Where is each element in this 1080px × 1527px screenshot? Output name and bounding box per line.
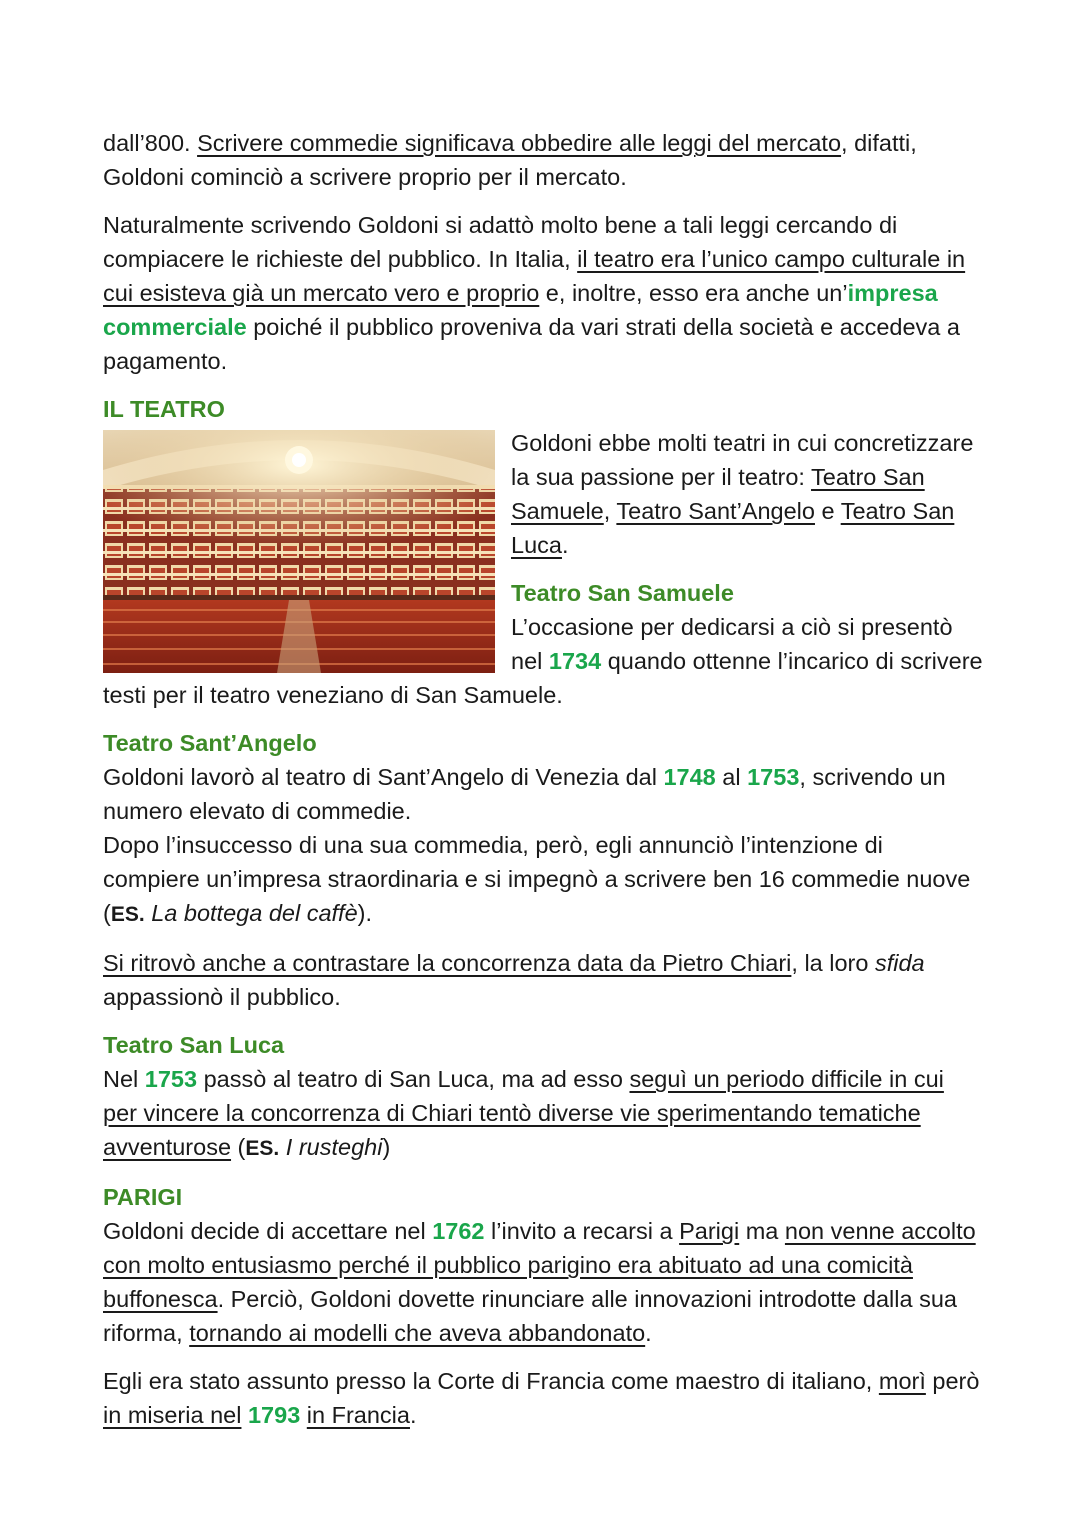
underlined-text: seguì un periodo difficile in cui per vincere la concorrenza di Chiari tentò diverse vie sperimentando tematiche avventurose bbox=[103, 1066, 944, 1160]
heading-san-luca: Teatro San Luca bbox=[103, 1032, 285, 1058]
heading-sant-angelo: Teatro Sant’Angelo bbox=[103, 730, 317, 756]
work-title: I rusteghi bbox=[285, 1134, 383, 1160]
work-title: La bottega del caffè bbox=[151, 900, 358, 926]
underlined-text: non venne accolto con molto entusiasmo perché il pubblico parigino era abituato ad una comicità buffonesca bbox=[103, 1218, 976, 1312]
document-page bbox=[103, 126, 983, 1446]
underlined-text: Scrivere commedie significava obbedire alle leggi del mercato bbox=[197, 130, 842, 156]
highlight-year: 1793 bbox=[247, 1402, 301, 1428]
sant-angelo-paragraph-3: Si ritrovò anche a contrastare la concorrenza data da Pietro Chiari, la loro sfida appassionò il pubblico. bbox=[103, 950, 925, 1010]
example-label: ES. bbox=[245, 1137, 280, 1160]
theater-link-san-luca: Teatro San Luca bbox=[511, 498, 955, 558]
underlined-text: Si ritrovò anche a contrastare la concorrenza data da Pietro Chiari bbox=[103, 950, 792, 976]
parigi-paragraph-2: Egli era stato assunto presso la Corte di Francia come maestro di italiano, morì però in miseria nel 1793 in Francia. bbox=[103, 1368, 980, 1428]
heading-san-samuele: Teatro San Samuele bbox=[511, 580, 734, 606]
theater-link-san-samuele: Teatro San Samuele bbox=[511, 464, 925, 524]
highlight-year: 1753 bbox=[747, 764, 800, 790]
example-label: ES. bbox=[110, 903, 145, 926]
underlined-text: morì bbox=[878, 1368, 926, 1394]
sant-angelo-paragraph-1: Goldoni lavorò al teatro di Sant’Angelo di Venezia dal 1748 al 1753, scrivendo un numero elevato di commedie. bbox=[103, 764, 946, 824]
parigi-paragraph-1: Goldoni decide di accettare nel 1762 l’invito a recarsi a Parigi ma non venne accolto con molto entusiasmo perché il pubblico parigino era abituato ad una comicità buffonesca. Perciò, Goldoni dovette rinunciare alle innovazioni introdotte dalla sua riforma, tornando ai modelli che aveva abbandonato. bbox=[103, 1218, 976, 1346]
underlined-text: tornando ai modelli che aveva abbandonato bbox=[189, 1320, 646, 1346]
underlined-text: Parigi bbox=[679, 1218, 740, 1244]
intro-paragraph-2: Naturalmente scrivendo Goldoni si adattò molto bene a tali leggi cercando di compiacere le richieste del pubblico. In Italia, il teatro era l’unico campo culturale in cui esisteva già un mercato vero e proprio e, inoltre, esso era anche un’impresa commerciale poiché il pubblico proveniva da vari strati della società e accedeva a pagamento. bbox=[103, 212, 966, 374]
san-luca-paragraph: Nel 1753 passò al teatro di San Luca, ma ad esso seguì un periodo difficile in cui per vincere la concorrenza di Chiari tentò diverse vie sperimentando tematiche avventurose (ES. I rusteghi) bbox=[103, 1066, 944, 1160]
heading-il-teatro: IL TEATRO bbox=[103, 396, 225, 422]
highlight-year: 1734 bbox=[548, 648, 602, 674]
sant-angelo-paragraph-2: Dopo l’insuccesso di una sua commedia, però, egli annunciò l’intenzione di compiere un’impresa straordinaria e si impegnò a scrivere ben 16 commedie nuove (ES. La bottega del caffè). bbox=[103, 832, 971, 926]
intro-paragraph-1: dall’800. Scrivere commedie significava obbedire alle leggi del mercato, difatti, Goldoni cominciò a scrivere proprio per il mercato. bbox=[103, 130, 917, 190]
heading-parigi: PARIGI bbox=[103, 1184, 183, 1210]
highlight-year: 1753 bbox=[144, 1066, 198, 1092]
underlined-text: in miseria nel bbox=[103, 1402, 242, 1428]
theater-interior-image bbox=[103, 430, 495, 673]
theater-interior-illustration bbox=[103, 430, 495, 673]
underlined-text: in Francia bbox=[306, 1402, 410, 1428]
underlined-text: il teatro era l’unico campo culturale in cui esisteva già un mercato vero e proprio bbox=[103, 246, 966, 306]
san-samuele-paragraph: L’occasione per dedicarsi a ciò si presentò nel 1734 quando ottenne l’incarico di scrivere testi per il teatro veneziano di San Samuele. bbox=[103, 614, 983, 708]
highlight-text: impresa commerciale bbox=[103, 280, 938, 340]
theater-link-sant-angelo: Teatro Sant’Angelo bbox=[616, 498, 815, 524]
highlight-year: 1762 bbox=[432, 1218, 485, 1244]
teatro-paragraph: Goldoni ebbe molti teatri in cui concretizzare la sua passione per il teatro: Teatro San Samuele, Teatro Sant’Angelo e Teatro San Luca. bbox=[511, 430, 974, 558]
highlight-year: 1748 bbox=[663, 764, 716, 790]
